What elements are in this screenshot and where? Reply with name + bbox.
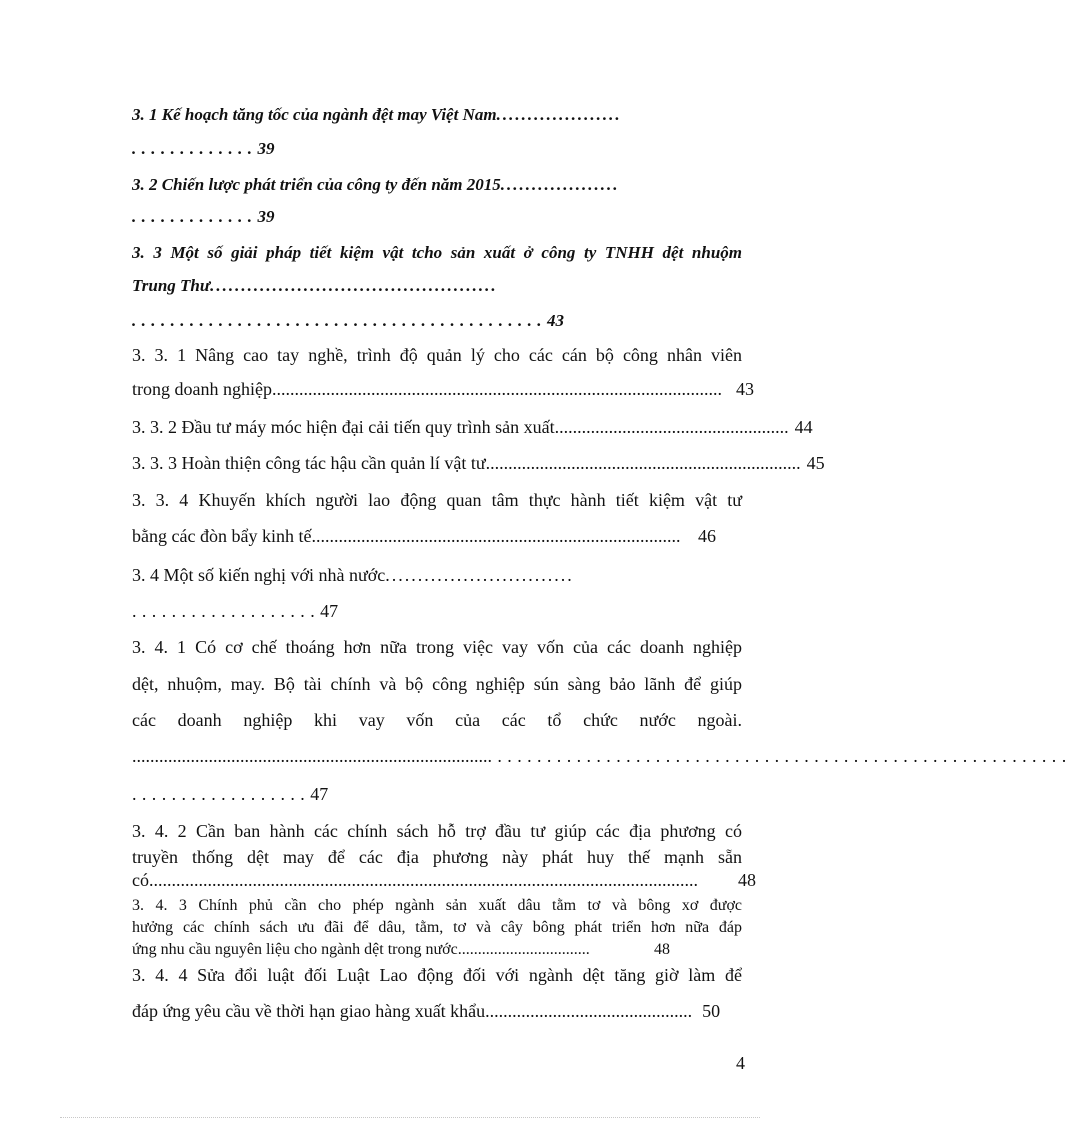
page-number: 4 [736,1053,745,1073]
toc-entry-3-4-3[interactable]: 3. 4. 3 Chính phủ cần cho phép ngành sản xuất dâu tằm tơ và bông xơ được [132,897,742,914]
toc-entry-3-3-3-page: 45 [806,453,825,473]
toc-entry-3-4-3-page: 48 [654,941,670,958]
toc-entry-3-3-page: 43 [546,311,564,330]
toc-leader-dots: .......................................................................................................................... [149,870,698,890]
toc-entry-3-4-1-page: 47 [310,784,329,804]
toc-entry-3-4-page: 47 [320,601,339,621]
toc-leader-dots: ................................. [457,941,590,958]
toc-entry-3-4-1-line2: dệt, nhuộm, may. Bộ tài chính và bộ công nghiệp sún sàng bảo lãnh để giúp [132,674,742,694]
toc-entry-3-4-4-line2: đáp ứng yêu cầu về thời hạn giao hàng xuất khẩu .............................................. 50 [132,1001,721,1021]
toc-entry-3-4-1[interactable]: 3. 4. 1 Có cơ chế thoáng hơn nữa trong việc vay vốn của các doanh nghiệp [132,637,742,657]
toc-entry-3-4-2-line2: truyền thống dệt may để các địa phương này phát huy thế mạnh sẵn [132,847,742,867]
toc-entry-3-4-1-page-line [132,783,742,805]
toc-leader-dots: ...................................................................... [485,453,801,473]
toc-entry-3-3-4[interactable]: 3. 3. 4 Khuyến khích người lao động quan tâm thực hành tiết kiệm vật tư [132,490,742,510]
toc-leader-dots: ............................................................................... [132,746,488,766]
toc-leader-dots: .............................................. [210,276,498,295]
toc-entry-3-3-page-line [132,310,742,332]
toc-leader-dots: ............................. [385,565,574,585]
toc-entry-3-3-3[interactable]: 3. 3. 3 Hoàn thiện công tác hậu cần quản lí vật tư ...................................................................... 45 [132,453,825,473]
toc-entry-3-3-1[interactable]: 3. 3. 1 Nâng cao tay nghề, trình độ quản lý cho các cán bộ công nhân viên [132,345,742,365]
toc-leader-dots: .................................................... [554,417,789,437]
toc-entry-3-4-2[interactable]: 3. 4. 2 Cần ban hành các chính sách hỗ trợ đầu tư giúp các địa phương có [132,821,742,841]
toc-entry-3-1-page-line [132,138,742,160]
toc-entry-3-3-1-page: 43 [735,379,754,399]
toc-entry-3-4-1-line3: các doanh nghiệp khi vay vốn của các tổ chức nước ngoài. [132,710,742,730]
toc-entry-3-2-page-line [132,206,742,228]
toc-entry-3-3-2-page: 44 [794,417,813,437]
toc-entry-3-2-label: 3. 2 Chiến lược phát triển của công ty đến năm 2015 [132,175,501,194]
toc-leader-dots: .................................................................................................... [271,379,722,399]
toc-leader-dots: ............. [132,207,258,226]
page-bottom-rule [60,1117,760,1118]
toc-leader-dots: ................... [132,601,321,621]
toc-entry-3-2-page: 39 [257,207,275,226]
toc-entry-3-4[interactable]: 3. 4 Một số kiến nghị với nhà nước ............................. [132,564,742,586]
toc-entry-3-4-2-page: 48 [738,870,756,890]
toc-entry-3-2[interactable] [132,174,742,196]
toc-entry-3-4-2-line3: có .......................................................................................................................... 48 [132,870,756,890]
toc-entry-3-3-1-line2: trong doanh nghiệp .................................................................................................... 43 [132,379,754,399]
toc-leader-dots: .............................................. [485,1001,693,1021]
toc-leader-dots: ................... [500,175,620,194]
toc-entry-3-3[interactable]: 3. 3 Một số giải pháp tiết kiệm vật tcho sản xuất ở công ty TNHH dệt nhuộm [132,243,742,262]
toc-entry-3-4-4[interactable]: 3. 4. 4 Sửa đổi luật đối Luật Lao động đối với ngành dệt tăng giờ làm để [132,965,742,985]
toc-entry-3-4-3-line2: hưởng các chính sách ưu đãi để dâu, tằm, tơ và cây bông phát triển hơn nữa đáp [132,919,742,936]
toc-leader-dots: ........................................... [132,311,547,330]
toc-entry-3-3-2[interactable]: 3. 3. 2 Đầu tư máy móc hiện đại cải tiến quy trình sản xuất .................................................... 44 [132,417,813,437]
toc-entry-3-4-1-line4 [132,745,1072,767]
toc-leader-dots: .................. [132,784,311,804]
toc-entry-3-4-3-line3: ứng nhu cầu nguyên liệu cho ngành dệt trong nước ................................. 48 [132,941,670,958]
toc-leader-dots: ........................................................... [487,746,1072,766]
toc-leader-dots: .................... [496,105,622,124]
toc-entry-3-3-line2: Trung Thư .............................................. [132,275,742,297]
toc-entry-3-3-4-line2: bằng các đòn bẩy kinh tế .................................................................................. 46 [132,526,716,546]
toc-leader-dots: .................................................................................. [311,526,681,546]
toc-entry-3-1[interactable] [132,104,742,126]
toc-entry-3-4-page-line [132,600,742,622]
toc-entry-3-1-page: 39 [257,139,275,158]
toc-entry-3-1-label: 3. 1 Kế hoạch tăng tốc của ngành đệt may Việt Nam [132,105,497,124]
toc-leader-dots: ............. [132,139,258,158]
toc-entry-3-3-4-page: 46 [698,526,716,546]
toc-entry-3-4-4-page: 50 [702,1001,721,1021]
